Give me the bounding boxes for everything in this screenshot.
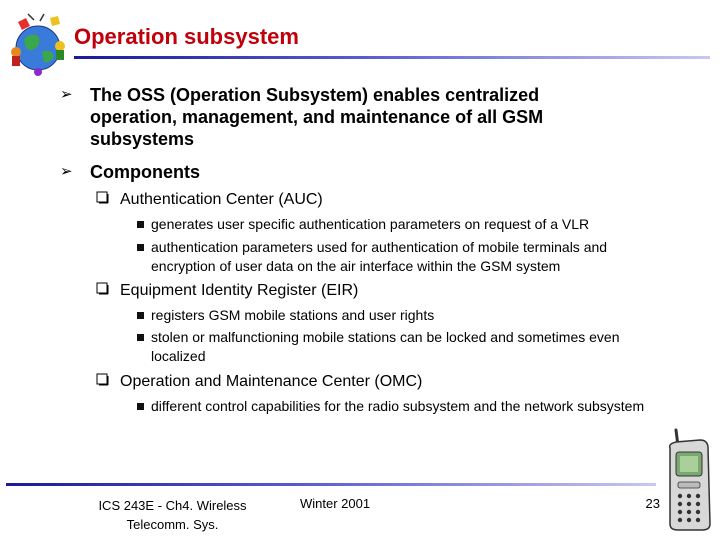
component-heading-eir <box>120 281 680 301</box>
list-item-text: generates user specific authentication parameters on request of a VLR <box>151 216 590 232</box>
list-item-text: different control capabilities for the radio subsystem and the network subsystem <box>151 398 645 414</box>
list-item-text: stolen or malfunctioning mobile stations can be locked and sometimes even localized <box>151 329 620 364</box>
component-heading-text: Equipment Identity Register (EIR) <box>120 282 359 299</box>
bullet-components <box>60 161 630 183</box>
checkbox-bullet-icon <box>96 282 109 295</box>
component-heading-auc <box>120 190 680 210</box>
bullet-oss-description <box>60 84 630 150</box>
page-title: Operation subsystem <box>74 24 299 49</box>
square-bullet-icon <box>137 334 144 341</box>
globe-people-logo-icon <box>8 12 70 78</box>
component-heading-text: Authentication Center (AUC) <box>120 191 323 208</box>
checkbox-bullet-icon <box>96 373 109 386</box>
title-divider <box>74 56 710 59</box>
page-number: 23 <box>645 496 660 511</box>
checkbox-bullet-icon <box>96 191 109 204</box>
arrow-bullet-icon: ➢ <box>60 86 73 103</box>
list-item <box>151 306 671 325</box>
arrow-bullet-icon: ➢ <box>60 163 73 180</box>
bullet-text: The OSS (Operation Subsystem) enables centralized operation, management, and maintenance of all GSM subsystems <box>90 85 544 149</box>
square-bullet-icon <box>137 244 144 251</box>
bullet-text: Components <box>90 162 200 182</box>
footer-divider <box>6 483 656 486</box>
list-item-text: registers GSM mobile stations and user rights <box>151 307 435 323</box>
square-bullet-icon <box>137 312 144 319</box>
mobile-phone-icon <box>662 428 714 532</box>
list-item <box>151 238 671 276</box>
square-bullet-icon <box>137 221 144 228</box>
footer-term: Winter 2001 <box>300 496 371 511</box>
footer-course: ICS 243E - Ch4. Wireless Telecomm. Sys. <box>98 498 247 532</box>
list-item <box>151 328 671 366</box>
square-bullet-icon <box>137 403 144 410</box>
list-item <box>151 397 651 416</box>
list-item-text: authentication parameters used for authentication of mobile terminals and encryption of user data on the air interface within the GSM system <box>151 239 608 274</box>
component-heading-omc <box>120 372 680 392</box>
component-heading-text: Operation and Maintenance Center (OMC) <box>120 373 423 390</box>
list-item <box>151 215 671 234</box>
